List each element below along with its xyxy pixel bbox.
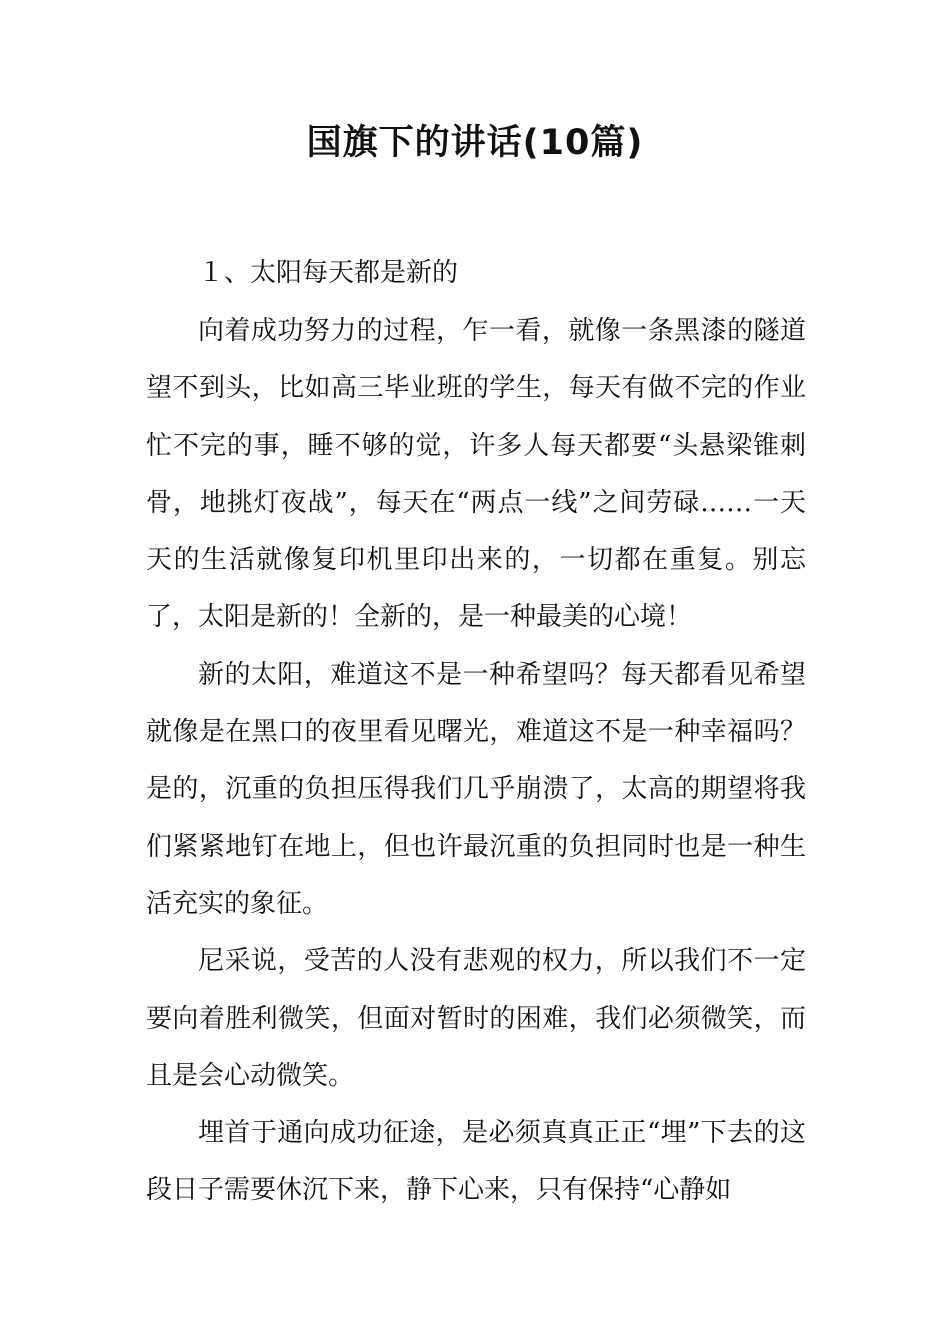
document-body [146, 303, 806, 1220]
section-heading: １、太阳每天都是新的 [198, 258, 459, 288]
paragraph: 埋首于通向成功征途，是必须真真正正“埋”下去的这段日子需要休沉下来，静下心来，只有保持“心静如 [146, 1118, 806, 1206]
paragraph: 向着成功努力的过程，乍一看，就像一条黑漆的隧道望不到头，比如高三毕业班的学生，每天有做不完的作业忙不完的事，睡不够的觉，许多人每天都要“头悬梁锥刺骨，地挑灯夜战”，每天在“两点一线”之间劳碌……一天天的生活就像复印机里印出来的，一切都在重复。别忘了，太阳是新的！全新的，是一种最美的心境！ [146, 316, 806, 633]
paragraph: 新的太阳，难道这不是一种希望吗？每天都看见希望就像是在黑口的夜里看见曙光，难道这不是一种幸福吗？是的，沉重的负担压得我们几乎崩溃了，太高的期望将我们紧紧地钉在地上，但也许最沉重的负担同时也是一种生活充实的象征。 [146, 659, 806, 919]
paragraph: 尼采说，受苦的人没有悲观的权力，所以我们不一定要向着胜利微笑，但面对暂时的困难，我们必须微笑，而且是会心动微笑。 [146, 946, 806, 1091]
document-title: 国旗下的讲话(10篇) [306, 123, 644, 163]
